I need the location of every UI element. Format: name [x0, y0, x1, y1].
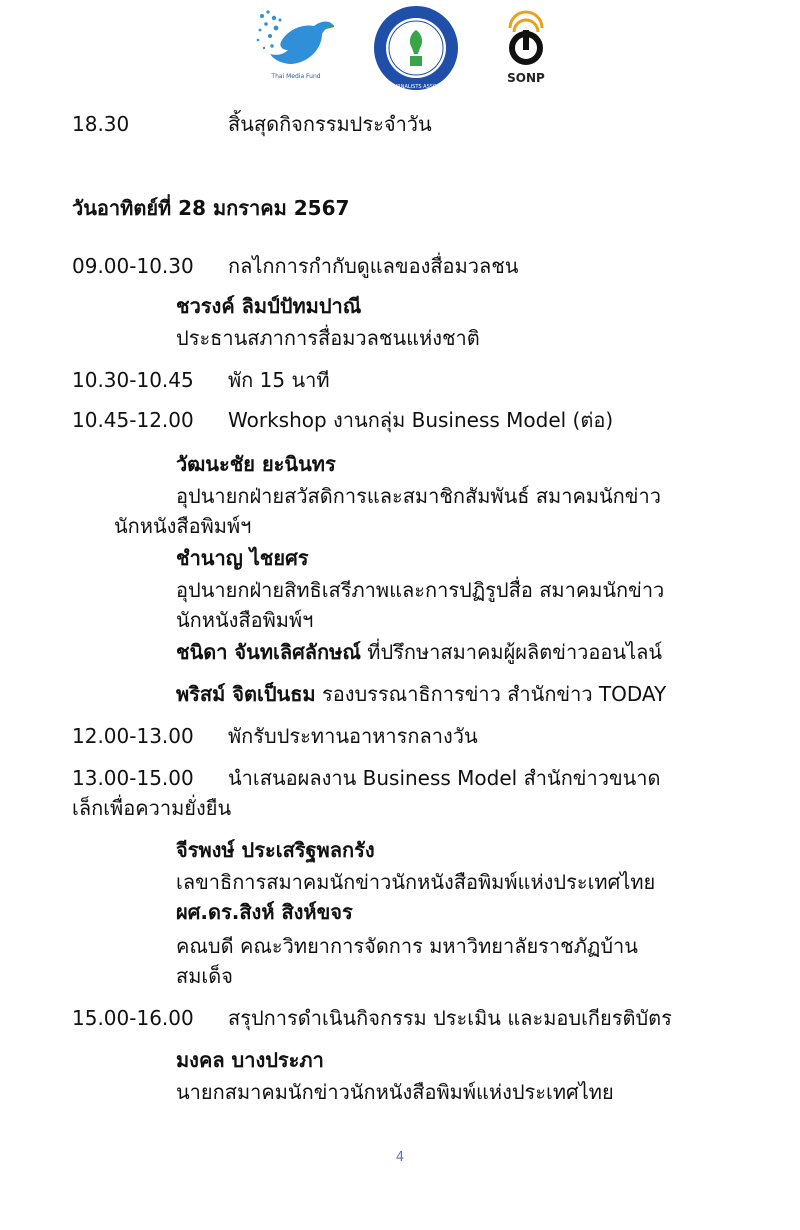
session-title: Workshop งานกลุ่ม Business Model (ต่อ) — [228, 408, 614, 432]
speaker-role: คณบดี คณะวิทยาการจัดการ มหาวิทยาลัยราชภัฏบ้าน — [176, 934, 638, 958]
speaker-name: มงคล บางประภา — [176, 1048, 324, 1072]
day-heading: วันอาทิตย์ที่ 28 มกราคม 2567 — [72, 196, 350, 220]
speaker-name: ชวรงค์ ลิมป์ปัทมปาณี — [176, 294, 362, 318]
speaker-entry — [176, 680, 666, 708]
time-slot: 13.00-15.00 — [72, 766, 194, 790]
time-slot: 12.00-13.00 — [72, 724, 194, 748]
time-slot: 15.00-16.00 — [72, 1006, 194, 1030]
sonp-logo — [500, 4, 552, 88]
session-title: กลไกการกำกับดูแลของสื่อมวลชน — [228, 254, 519, 278]
speaker-entry — [176, 638, 662, 666]
speaker-name: ชำนาญ ไชยศร — [176, 546, 309, 570]
session-title: พัก 15 นาที — [228, 368, 330, 392]
logo-bar — [0, 0, 800, 100]
speaker-name: วัฒนะชัย ยะนินทร — [176, 452, 336, 476]
page-number: 4 — [395, 1150, 405, 1165]
speaker-name: ผศ.ดร.สิงห์ สิงห์ขจร — [176, 900, 353, 924]
time-slot: 09.00-10.30 — [72, 254, 194, 278]
session-title: พักรับประทานอาหารกลางวัน — [228, 724, 478, 748]
speaker-name: จีรพงษ์ ประเสริฐพลกรัง — [176, 838, 375, 862]
time-slot: 10.45-12.00 — [72, 408, 194, 432]
speaker-role: รองบรรณาธิการข่าว สำนักข่าว TODAY — [315, 682, 667, 706]
thai-media-fund-logo — [252, 6, 338, 90]
speaker-role: อุปนายกฝ่ายสิทธิเสรีภาพและการปฏิรูปสื่อ สมาคมนักข่าว — [176, 578, 665, 602]
speaker-role: นายกสมาคมนักข่าวนักหนังสือพิมพ์แห่งประเทศไทย — [176, 1080, 614, 1104]
session-title: สรุปการดำเนินกิจกรรม ประเมิน และมอบเกียรติบัตร — [228, 1006, 672, 1030]
speaker-role: ประธานสภาการสื่อมวลชนแห่งชาติ — [176, 326, 480, 350]
speaker-role-continued: สมเด็จ — [176, 964, 233, 988]
thai-media-fund-caption: Thai Media Fund — [271, 73, 321, 80]
speaker-role-continued: นักหนังสือพิมพ์ฯ — [114, 514, 252, 538]
time-slot: 18.30 — [72, 112, 130, 136]
speaker-role: เลขาธิการสมาคมนักข่าวนักหนังสือพิมพ์แห่งประเทศไทย — [176, 870, 656, 894]
speaker-name: พริสม์ จิตเป็นธม — [176, 682, 316, 706]
speaker-role: ที่ปรึกษาสมาคมผู้ผลิตข่าวออนไลน์ — [360, 640, 663, 664]
speaker-role-continued: นักหนังสือพิมพ์ฯ — [176, 608, 314, 632]
sonp-label: SONP — [507, 71, 545, 85]
activity-title: สิ้นสุดกิจกรรมประจำวัน — [228, 112, 432, 136]
tja-ring-text: THAI JOURNALISTS ASSOCIATION — [374, 84, 458, 90]
session-title: นำเสนอผลงาน Business Model สำนักข่าวขนาด — [228, 766, 661, 790]
thai-journalists-association-logo — [372, 4, 460, 92]
time-slot: 10.30-10.45 — [72, 368, 194, 392]
speaker-name: ชนิดา จันทเลิศลักษณ์ — [176, 640, 361, 664]
speaker-role: อุปนายกฝ่ายสวัสดิการและสมาชิกสัมพันธ์ สมาคมนักข่าว — [176, 484, 661, 508]
session-title-continued: เล็กเพื่อความยั่งยืน — [72, 796, 232, 820]
